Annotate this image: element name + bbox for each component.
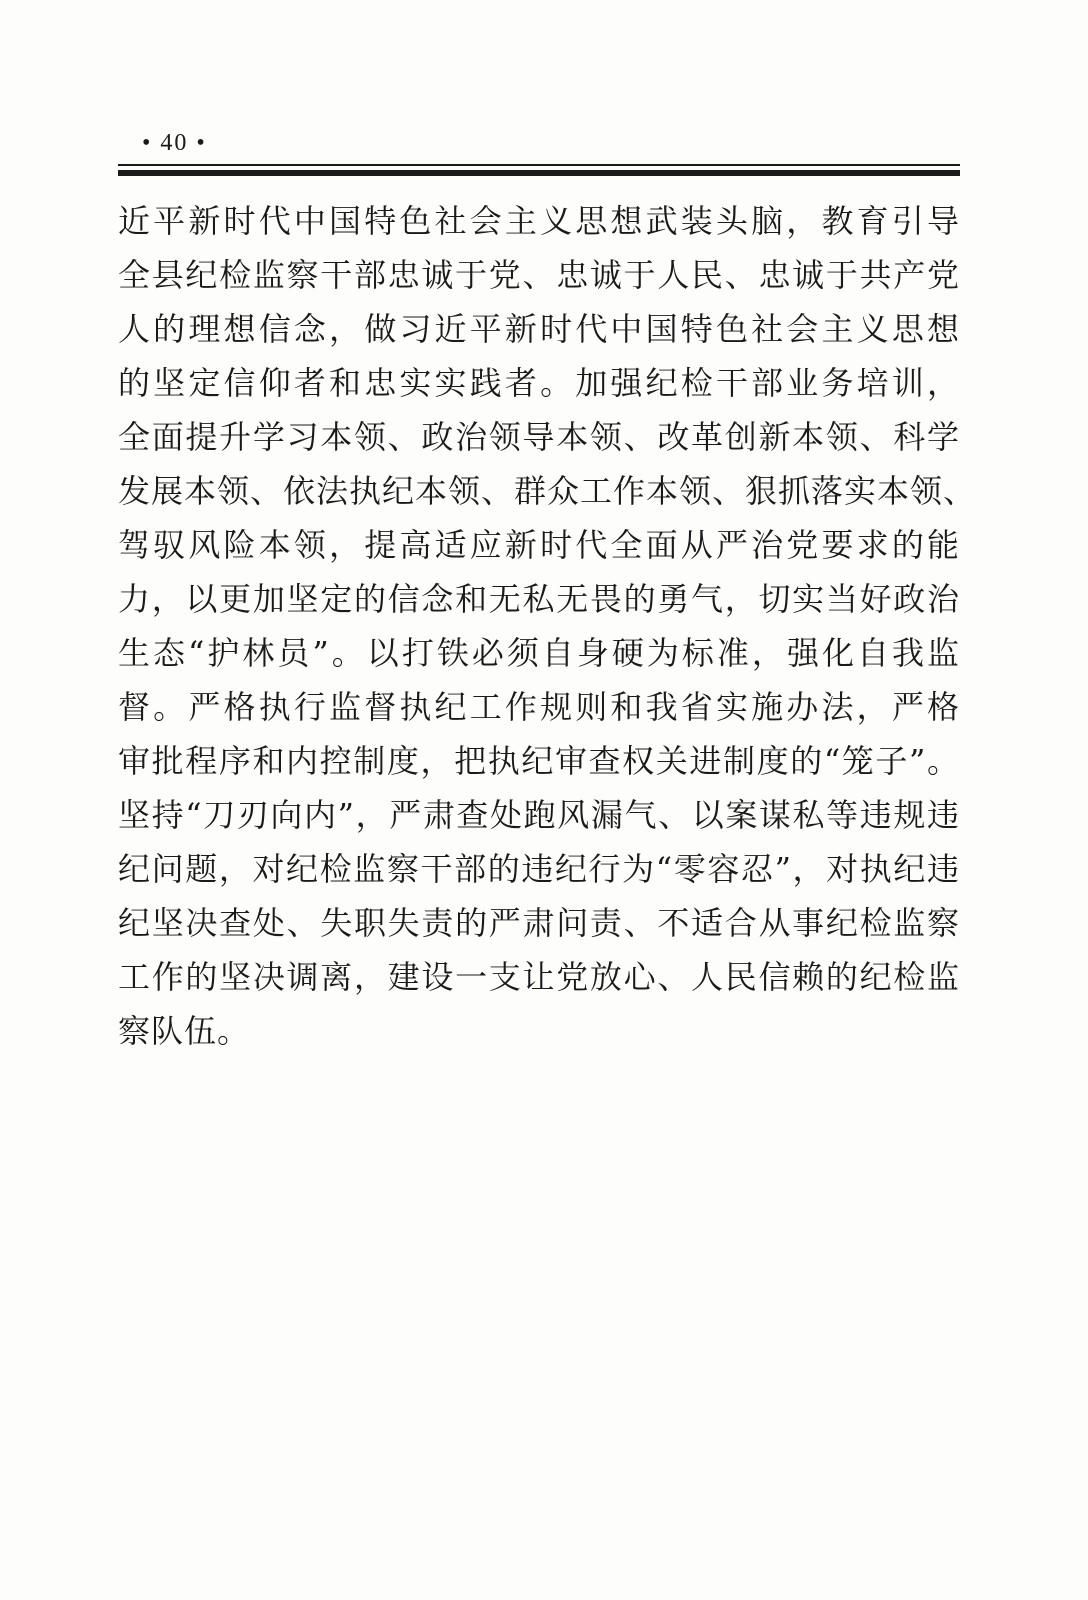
header-rule-thick (118, 170, 960, 176)
text-line: 察队伍。 (118, 1012, 251, 1050)
header-rule-thin (118, 164, 960, 166)
body-text (118, 194, 977, 1058)
text-line: 纪坚决查处、失职失责的严肃问责、不适合从事纪检监察 (118, 904, 960, 942)
text-line: 全面提升学习本领、政治领导本领、改革创新本领、科学 (118, 418, 960, 456)
text-line: 督。严格执行监督执纪工作规则和我省实施办法，严格 (118, 688, 960, 726)
text-line: 全县纪检监察干部忠诚于党、忠诚于人民、忠诚于共产党 (118, 256, 960, 294)
page-number: • 40 • (142, 130, 207, 156)
text-line: 人的理想信念，做习近平新时代中国特色社会主义思想 (118, 310, 960, 348)
text-line: 工作的坚决调离，建设一支让党放心、人民信赖的纪检监 (118, 958, 960, 996)
text-line: 发展本领、依法执纪本领、群众工作本领、狠抓落实本领、 (118, 472, 977, 510)
text-line: 纪问题，对纪检监察干部的违纪行为“零容忍”，对执纪违 (118, 850, 960, 888)
text-line: 坚持“刀刃向内”，严肃查处跑风漏气、以案谋私等违规违 (118, 796, 960, 834)
text-line: 的坚定信仰者和忠实实践者。加强纪检干部业务培训， (118, 364, 960, 402)
text-line: 近平新时代中国特色社会主义思想武装头脑，教育引导 (118, 202, 960, 240)
text-line: 生态“护林员”。以打铁必须自身硬为标准，强化自我监 (118, 634, 960, 672)
text-line: 驾驭风险本领，提高适应新时代全面从严治党要求的能 (118, 526, 960, 564)
text-line: 力，以更加坚定的信念和无私无畏的勇气，切实当好政治 (118, 580, 960, 618)
text-line: 审批程序和内控制度，把执纪审查权关进制度的“笼子”。 (118, 742, 960, 780)
